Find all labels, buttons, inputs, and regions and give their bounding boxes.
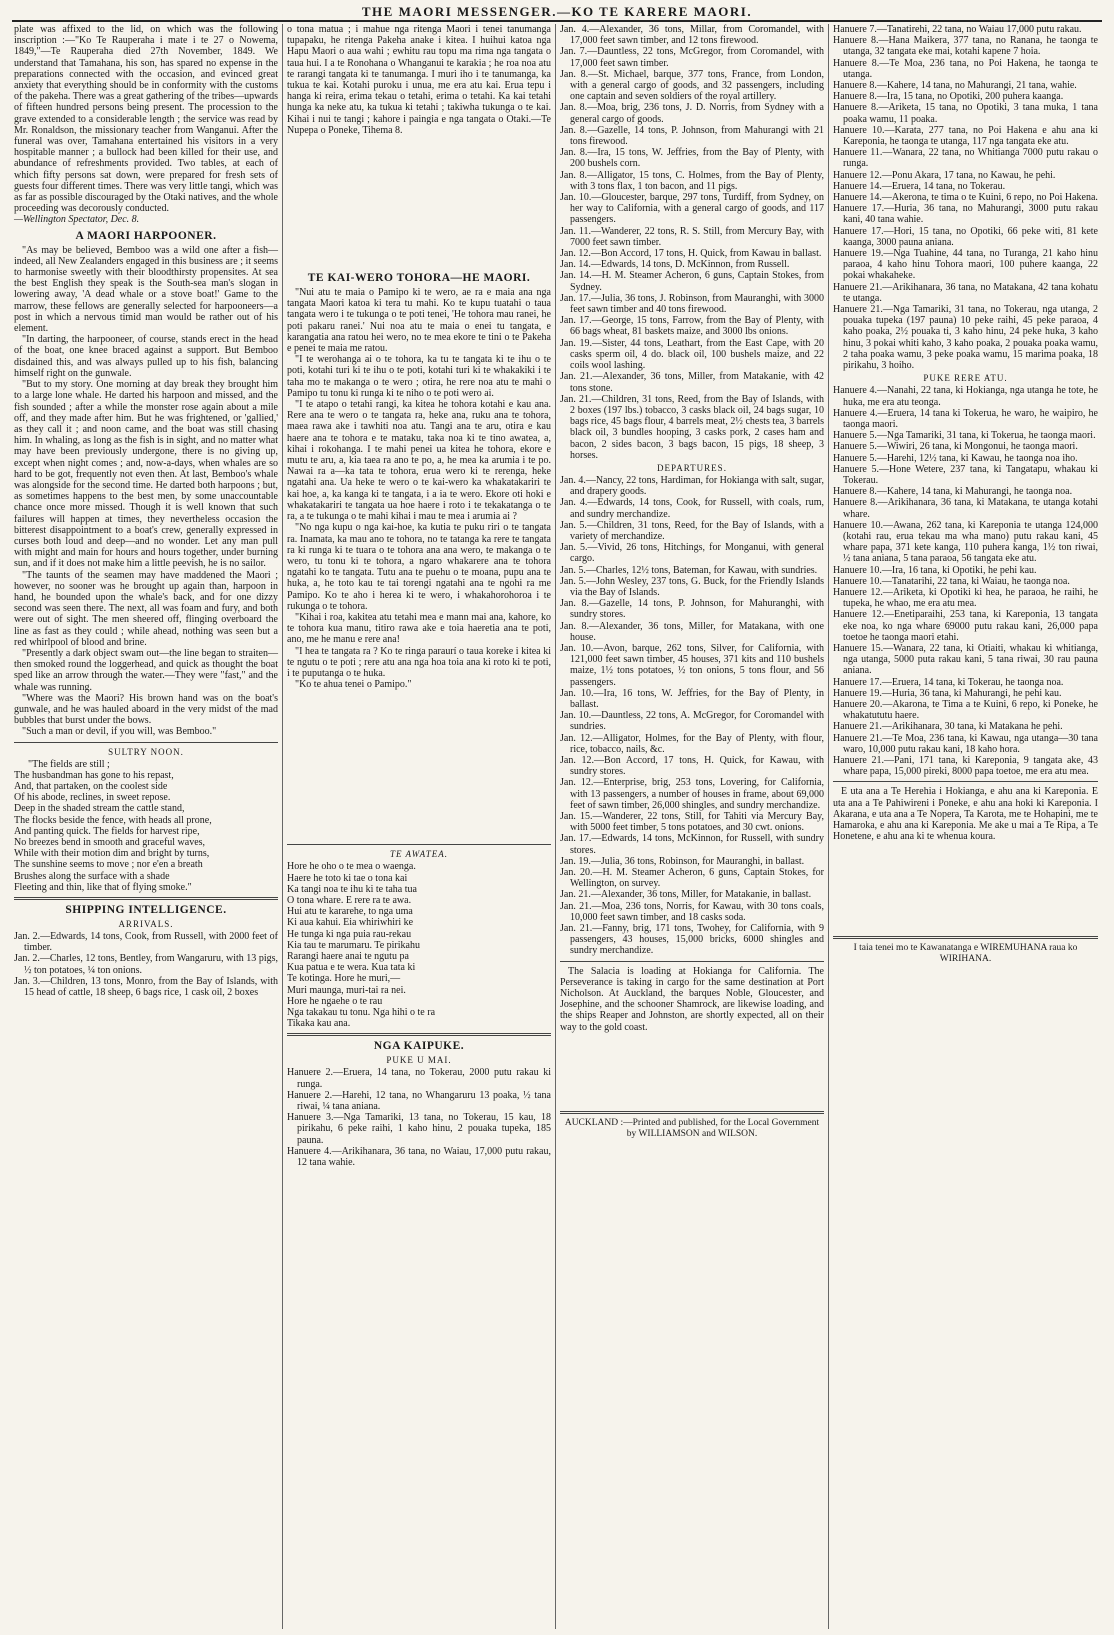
- funeral-article: [14, 24, 278, 226]
- departure-entry: Jan. 10.—Ira, 16 tons, W. Jeffries, for the Bay of Plenty, in ballast.: [560, 687, 824, 710]
- puke-atu-entry: Hanuere 4.—Eruera, 14 tana ki Tokerua, he waro, he waipiro, he taonga maori.: [833, 407, 1098, 430]
- kai-wero-paragraph: "No nga kupu o nga kai-hoe, ka kutia te puku riri o te tangata ra. Inamata, ka mau ano te tohora, no te tatanga ka rere te tangata ra ki runga ki te tuara o te tohora ana ana wero, te makanga o te wero, tu tonu ki te tohora, a ngaro whakarere ana te tohora ngatahi ko te tangata. Tutu ana te puehu o te moana, pupu ana te huka, a, he toto kau te tai torengi ngatahi ana te ngohi ra me Pamipo. Ko te aho i herea ki te wero, i whakahorohoroa i te rukunga o te tohora.: [287, 522, 551, 612]
- puke-mai-entry: Hanuere 8.—Ariketa, 15 tana, no Opotiki, 3 tana muka, 1 tana poaka wamu, 11 poaka.: [833, 102, 1098, 125]
- puke-atu-entry: Hanuere 20.—Akarona, te Tima a te Kuini, 6 repo, ki Poneke, he whakatututu haere.: [833, 698, 1098, 722]
- maori-funeral-paragraph: o tona matua ; i mahue nga ritenga Maori i tenei tanumanga tupapaku, he ritenga Pakeha anake i kitea. I huihui katoa nga Hapu Maori o aua wahi ; ewhitu rau topu ma rima nga tangata o taua hui. I a te Ronohana o Whanganui te karakia ; he roa noa atu te rarangi tangata ki te tanumanga. I muri iho i te tanumanga, ka tukua te kai. Kotahi puroku i unua, me era atu kai. Erua tepu i hanga ki reira, erima tekau o tetahi, erima o tetahi. Ka kai tetahi hunga ka neke atu, ka tukua ki tetahi ; takiwha tukunga o te kai. Kihai i nui te tangi ; kahore i paingia e nga tangata o Otaki.—Te Nupepa o Poneke, Tihema 8.: [287, 24, 551, 136]
- puke-mai-list-continued: [833, 24, 1098, 371]
- puke-mai-entry: Hanuere 8.—Hana Maikera, 377 tana, no Ranana, he taonga te utanga, 32 tangata eke mai, kotahi kapene 7 hoia.: [833, 35, 1098, 58]
- arrival-entry: Jan. 8.—Gazelle, 14 tons, P. Johnson, from Mahurangi with 21 tons firewood.: [560, 124, 824, 148]
- poem-line: Hore he ngaehe o te rau: [287, 995, 383, 1007]
- puke-mai-label: PUKE U MAI.: [386, 1055, 452, 1066]
- departure-entry: Jan. 21.—Alexander, 36 tons, Miller, for Matakanie, in ballast.: [560, 889, 812, 901]
- poem-line: Haere he toto ki tae o tona kai: [287, 872, 408, 884]
- puke-mai-entry: Hanuere 17.—Hori, 15 tana, no Opotiki, 66 peke witi, 81 kete kaanga, 3000 pauna aniana.: [833, 225, 1098, 248]
- departure-entry: Jan. 20.—H. M. Steamer Acheron, 6 guns, Captain Stokes, for Wellington, on survey.: [560, 867, 824, 890]
- arrival-entry: Jan. 14.—H. M. Steamer Acheron, 6 guns, Captain Stokes, from Sydney.: [560, 270, 824, 293]
- poem-line: Fleeting and thin, like that of flying smoke.": [14, 881, 192, 893]
- puke-atu-entry: Hanuere 8.—Kahere, 14 tana, ki Mahurangi, he taonga noa.: [833, 486, 1073, 498]
- harpooner-paragraph: "But to my story. One morning at day break they brought him to a large lone whale. He darted his harpoon and missed, and the fish sounded ; after a while the monster rose again about a mile off, and they made after him. But he was frightened, or 'gallied,' as they call it ; and noon came, and the boat was still chasing him. In whaling, as long as the fish is in sight, and no matter what may have been previously undergone, there is no giving up, except when night comes ; and, now-a-days, when whales are so hard to be got, frequently not even then. At last, Bemboo's whale was alongside for the second time. He darted both harpoons ; but, as sometimes happens to the best men, by some unaccountable chance once more missed. Though it is well known that such failures will happen at times, they nevertheless occasion the bitterest disappointment to a boat's crew, generally expressed in curses both loud and deep—and no wonder. Let any man pull with might and main for hours and hours together, under burning sun, and if it does not make him a little peevish, he is no sailor.: [14, 379, 278, 570]
- puke-mai-entry: Hanuere 21.—Arikihanara, 36 tana, no Matakana, 42 tana kohatu te utanga.: [833, 281, 1098, 304]
- puke-mai-entry: Hanuere 2.—Eruera, 14 tana, no Tokerau, 2000 putu rakau ki runga.: [287, 1067, 551, 1090]
- puke-atu-entry: Hanuere 10.—Ira, 16 tana, ki Opotiki, he pehi kau.: [833, 564, 1037, 576]
- departure-entry: Jan. 5.—John Wesley, 237 tons, G. Buck, for the Friendly Islands via the Bay of Islands.: [560, 575, 824, 598]
- kai-wero-paragraph: "Nui atu te maia o Pamipo ki te wero, ae ra e maia ana nga tangata Maori katoa ki tera tu mahi. Ko te kupu tuatahi o taua tangata wero i te tukunga o te poti tenei, 'He tohora mau ranei, he poti pakaru ranei.' Nui noa atu te maia o enei tu tangata, e karangatia ana ratou hei wero, no te mea ekore te tini o te Pakeha e penei te maia me ratou.: [287, 287, 551, 355]
- puke-atu-entry: Hanuere 19.—Huria, 36 tana, ki Mahurangi, he pehi kau.: [833, 687, 1062, 699]
- departure-entry: Jan. 4.—Edwards, 14 tons, Cook, for Russell, with coals, rum, and sundry merchandize.: [560, 497, 824, 520]
- spacer: [287, 690, 551, 840]
- awatea-title: TE AWATEA.: [389, 849, 449, 860]
- poem-line: He tunga ki nga puia rau-rekau: [287, 928, 412, 940]
- arrival-entry: Jan. 2.—Charles, 12 tons, Bentley, from Wangaruru, with 13 pigs, ½ ton potatoes, ¼ ton onions.: [14, 953, 278, 976]
- column-1: [10, 24, 283, 1629]
- divider: [287, 844, 551, 845]
- kai-wero-article: [287, 287, 551, 690]
- poem-line: Tikaka kau ana.: [287, 1018, 351, 1030]
- spacer: [833, 842, 1098, 932]
- arrival-entry: Jan. 8.—Ira, 15 tons, W. Jeffries, from the Bay of Plenty, with 200 bushels corn.: [560, 147, 824, 170]
- puke-mai-entry: Hanuere 8.—Ira, 15 tana, no Opotiki, 200 puhera kaanga.: [833, 91, 1064, 103]
- salacia-paragraph: The Salacia is loading at Hokianga for California. The Perseverance is taking in cargo for the same destination at Port Nicholson. At Auckland, the barques Noble, Gloucester, and Josephine, and the schooner Shamrock, are likewise loading, and the ships Reaper and Johnston, are shortly expected, all on their way to the gold coast.: [560, 965, 824, 1033]
- maori-note: [833, 786, 1098, 842]
- divider: [14, 897, 278, 900]
- departure-entry: Jan. 19.—Julia, 36 tons, Robinson, for Mauranghi, in ballast.: [560, 855, 805, 867]
- kai-wero-paragraph: "I te werohanga ai o te tohora, ka tu te tangata ki te ihu o te poti, kotahi turi ki te ihu o te poti, kotahi turi ki te whakakiki i te taha mo te makanga o te wero ; otira, he rere noa atu te mahi o Pamipo tu tonu ki runga ki te niho o te poti wero ai.: [287, 354, 551, 399]
- puke-atu-entry: Hanuere 17.—Eruera, 14 tana, ki Tokerau, he taonga noa.: [833, 676, 1064, 688]
- puke-atu-entry: Hanuere 8.—Arikihanara, 36 tana, ki Matakana, te utanga kotahi whare.: [833, 497, 1098, 520]
- puke-mai-list: [287, 1067, 551, 1168]
- funeral-paragraph: plate was affixed to the lid, on which was the following inscription :—"Ko Te Rauperaha i mate i te 27 o Nowema, 1849,"—Te Rauperaha died 27th November, 1849. We understand that Tamahana, his son, has spared no expense in the preparations connected with the occasion, and evinced great anxiety that everything should be in conformity with the customs of the pakeha. There was a great gathering of the tribes—upwards of fifteen hundred persons being present. The procession to the grave extended to a considerable length ; the service was read by Mr. Ronaldson, the missionary teacher from Wanganui. After the funeral was over, Tamahana entertained his visitors in a very hospitable manner ; a bullock had been killed for their use, and abundance of refreshments provided. Two tables, at each of which fifty persons sat down, were prepared for fresh sets of guests four different times. There was very little tangi, which was as far as possible discouraged by the Otaki natives, and the whole proceeding was decorously conducted.: [14, 24, 278, 215]
- puke-mai-entry: Hanuere 7.—Tanatirehi, 22 tana, no Waiau 17,000 putu rakau.: [833, 24, 1082, 35]
- puke-mai-entry: Hanuere 10.—Karata, 277 tana, no Poi Hakena e ahu ana ki Kareponia, he taonga te utanga, 117 nga tangata eke atu.: [833, 124, 1098, 148]
- harpooner-paragraph: "In darting, the harpooneer, of course, stands erect in the head of the boat, one knee braced against a support. But Bemboo disdained this, and was always pulled up to his fish, balancing himself right on the gunwale.: [14, 334, 278, 379]
- puke-mai-entry: Hanuere 8.—Te Moa, 236 tana, no Poi Hakena, he taonga te utanga.: [833, 57, 1098, 80]
- arrival-entry: Jan. 8.—Alligator, 15 tons, C. Holmes, from the Bay of Plenty, with 3 tons flax, 1 ton bacon, and 11 pigs.: [560, 169, 824, 192]
- spacer: [287, 136, 551, 268]
- arrival-entry: Jan. 3.—Children, 13 tons, Monro, from the Bay of Islands, with 15 head of cattle, 18 sheep, 6 bags rice, 1 cask oil, 2 boxes: [14, 975, 278, 999]
- arrival-entry: Jan. 21.—Children, 31 tons, Reed, from the Bay of Islands, with 2 boxes (197 lbs.) tobacco, 3 casks black oil, 24 bags sugar, 10 bags rice, 45 bags flour, 4 barrels meat, 2½ chests tea, 3 barrels black oil, 3 bundles hooping, 3 casks pork, 2 cases ham and bacon, 2 sides bacon, 3 bags bacon, 15 pigs, 18 sheep, 3 horses.: [560, 393, 824, 461]
- column-3: [556, 24, 829, 1629]
- imprint-english: AUCKLAND :—Printed and published, for the Local Government by WILLIAMSON and WILSON.: [564, 1117, 820, 1139]
- poem-line: Deep in the shaded stream the cattle stand,: [14, 803, 185, 815]
- poem-line: Brushes along the surface with a shade: [14, 870, 170, 882]
- puke-atu-label: PUKE RERE ATU.: [923, 373, 1008, 384]
- puke-mai-entry: Hanuere 17.—Huria, 36 tana, no Mahurangi, 3000 putu rakau kani, 40 tana wahie.: [833, 203, 1098, 226]
- arrival-entry: Jan. 10.—Gloucester, barque, 297 tons, Turdiff, from Sydney, on her way to California, with a general cargo of goods, and 117 passengers.: [560, 192, 824, 226]
- departure-entry: Jan. 15.—Wanderer, 22 tons, Still, for Tahiti via Mercury Bay, with 5000 feet timber, 5 tons potatoes, and 30 cwt. onions.: [560, 811, 824, 834]
- divider: [287, 1033, 551, 1036]
- puke-mai-entry: Hanuere 3.—Nga Tamariki, 13 tana, no Tokerau, 15 kau, 18 pirikahu, 6 peke raihi, 1 kaho hinu, 2 pouaka tupeka, 185 pauna.: [287, 1112, 551, 1146]
- column-4: [829, 24, 1102, 1629]
- poem-line: No breezes bend in smooth and graceful waves,: [14, 837, 206, 849]
- divider: [560, 961, 824, 962]
- poem-line: Nga takakau tu tonu. Nga hihi o te ra: [287, 1006, 436, 1018]
- kai-wero-title: TE KAI-WERO TOHORA—HE MAORI.: [307, 272, 531, 285]
- puke-atu-entry: Hanuere 12.—Ariketa, ki Opotiki ki hea, he paraoa, he raihi, he tupeka, he whao, me era atu mea.: [833, 586, 1098, 610]
- poem-title: SULTRY NOON.: [108, 746, 184, 757]
- poem-line: Of his abode, reclines, in sweet repose.: [14, 792, 171, 804]
- poem-line: While with their motion dim and bright by turns,: [14, 848, 210, 860]
- harpooner-paragraph: "As may be believed, Bemboo was a wild one after a fish—indeed, all New Zealanders engaged in this business are ; it seems to harmonise sweetly with their bloodthirsty propensites. At sea the best English they speak is the South-sea man's slogan in lowering away, 'A dead whale or a stove boat!' Game to the marrow, these fellows are generally selected for harpooneers—a post in which a nervous timid man would be rather out of his element.: [14, 244, 278, 335]
- poem-line: Te kotinga. Hore he muri,—: [287, 973, 401, 985]
- poem-line: Ka tangi noa te ihu ki te taha tua: [287, 883, 417, 895]
- poem-line: The husbandman has gone to his repast,: [14, 769, 174, 781]
- shipping-title: SHIPPING INTELLIGENCE.: [65, 904, 227, 917]
- departures-list: [560, 475, 824, 957]
- departure-entry: Jan. 12.—Bon Accord, 17 tons, H. Quick, for Kawau, with sundry stores.: [560, 755, 824, 778]
- arrival-entry: Jan. 12.—Bon Accord, 17 tons, H. Quick, from Kawau in ballast.: [560, 248, 822, 260]
- arrival-entry: Jan. 4.—Alexander, 36 tons, Millar, from Coromandel, with 17,000 feet sawn timber, and 12 tons firewood.: [560, 24, 824, 47]
- poem-line: The flocks beside the fence, with heads all prone,: [14, 814, 212, 826]
- arrival-entry: Jan. 14.—Edwards, 14 tons, D. McKinnon, from Russell.: [560, 259, 790, 271]
- salacia-note: [560, 966, 824, 1033]
- arrival-entry: Jan. 2.—Edwards, 14 tons, Cook, from Russell, with 2000 feet of timber.: [14, 931, 278, 954]
- divider: [14, 742, 278, 743]
- departure-entry: Jan. 10.—Avon, barque, 262 tons, Silver, for California, with 121,000 feet sawn timber, 45 houses, 371 kits and 110 bushels maize, 1½ tons potatoes, ½ ton onions, 5 tons flour, and 56 passengers.: [560, 642, 824, 688]
- puke-atu-entry: Hanuere 15.—Wanara, 22 tana, ki Otiaiti, whakau ki whitianga, nga utanga, 5000 puta rakau kani, 5 tana riwai, 30 rau pauna aniana.: [833, 642, 1098, 677]
- column-2: [283, 24, 556, 1629]
- departure-entry: Jan. 5.—Charles, 12½ tons, Bateman, for Kawau, with sundries.: [560, 564, 818, 576]
- arrivals-list-continued: [560, 24, 824, 461]
- kai-wero-paragraph: "Kihai i roa, kakitea atu tetahi mea e mann mai ana, kahore, ko te tohora kua manu, titiro rawa ake e toia haeretia ana te poti, ano, me he manu e rere ana!: [287, 611, 551, 646]
- poem-line: Muri maunga, muri-tai ra nei.: [287, 984, 406, 996]
- puke-atu-entry: Hanuere 5.—Hone Wetere, 237 tana, ki Tangatapu, whakau ki Tokerau.: [833, 463, 1098, 486]
- arrival-entry: Jan. 21.—Alexander, 36 tons, Miller, from Matakanie, with 42 tons stone.: [560, 371, 824, 394]
- poem-line: Kua patua e te wera. Kua tata ki: [287, 962, 416, 974]
- poem-line: O tona whare. E rere ra te awa.: [287, 894, 412, 906]
- divider: [560, 1111, 824, 1114]
- puke-atu-list: [833, 385, 1098, 777]
- puke-mai-entry: Hanuere 21.—Nga Tamariki, 31 tana, no Tokerau, nga utanga, 2 pouaka tupeka (197 pauna) 10 peke raihi, 45 peke paraoa, 4 kaho poaka, 2½ pouaka ti, 3 kaho hinu, 24 peke huka, 3 kaho hinu, 3 pokai whiti kaho, 3 kaho poaka, 2 pouaka poaka wamu, 2 taha poaka wamu, 3 peke poaka wamu, 15 marima poaka, 18 pirikahu, 3 hoiho.: [833, 304, 1098, 372]
- maori-note-paragraph: E uta ana a Te Herehia i Hokianga, e ahu ana ki Kareponia. E uta ana a Te Pahiwireni i Poneke, e ahu ana hoki ki Kareponia. I Akarana, e uta ana a Te Nopera, Ta Karota, me te Hohapini, me te Hamaroka, e ahu ana ki Kareponia. Me ake u mai a Te Ripa, a Te Honetene, e ahu ana ki te whenua koura.: [833, 786, 1098, 843]
- departure-entry: Jan. 4.—Nancy, 22 tons, Hardiman, for Hokianga with salt, sugar, and drapery goods.: [560, 474, 824, 498]
- kai-wero-paragraph: "Ko te ahua tenei o Pamipo.": [295, 679, 412, 691]
- harpooner-paragraph: "Where was the Maori? His brown hand was on the boat's gunwale, and he was hauled aboard in the very midst of the mad bubbles that burst under the bows.: [14, 692, 278, 727]
- departure-entry: Jan. 21.—Fanny, brig, 171 tons, Twohey, for California, with 9 passengers, 43 houses, 15,000 bricks, 6000 shingles and sundry merchandize.: [560, 923, 824, 957]
- puke-atu-entry: Hanuere 5.—Nga Tamariki, 31 tana, ki Tokerua, he taonga maori.: [833, 430, 1096, 442]
- arrival-entry: Jan. 19.—Sister, 44 tons, Leathart, from the East Cape, with 20 casks sperm oil, 4 do. black oil, 100 bushels maize, and 22 coils wool lashing.: [560, 337, 824, 372]
- poem-line: The sunshine seems to move ; nor e'en a breath: [14, 859, 203, 871]
- arrivals-list: [14, 931, 278, 998]
- arrival-entry: Jan. 8.—St. Michael, barque, 377 tons, France, from London, with a general cargo of goods, and 32 passengers, including one captain and seven soldiers of the royal artillery.: [560, 68, 824, 103]
- departure-entry: Jan. 5.—Children, 31 tons, Reed, for the Bay of Islands, with a variety of merchandize.: [560, 519, 824, 542]
- harpooner-article: [14, 245, 278, 738]
- puke-atu-entry: Hanuere 10.—Awana, 262 tana, ki Kareponia te utanga 124,000 (kotahi rau, erua tekau ma wha mano) putu rakau kani, 45 whare papa, 371 kete kanga, 110 puhera kanga, 1½ ton riwai, ½ tana aniana, 5 tana paraoa, 56 tangata eke atu.: [833, 519, 1098, 565]
- arrival-entry: Jan. 8.—Moa, brig, 236 tons, J. D. Norris, from Sydney with a general cargo of goods.: [560, 102, 824, 125]
- departure-entry: Jan. 17.—Edwards, 14 tons, McKinnon, for Russell, with sundry stores.: [560, 833, 824, 856]
- departure-entry: Jan. 21.—Moa, 236 tons, Norris, for Kawau, with 30 tons coals, 10,000 feet sawn timber, and 18 casks soda.: [560, 900, 824, 923]
- maori-funeral-article: [287, 24, 551, 136]
- puke-atu-entry: Hanuere 12.—Enetiparaihi, 253 tana, ki Kareponia, 13 tangata eke noa, ko nga whare 69000 putu rakau kani, 26,000 papa toetoe he taonga maori etahi.: [833, 609, 1098, 643]
- masthead: THE MAORI MESSENGER.—KO TE KARERE MAORI.: [12, 4, 1102, 22]
- imprint-maori: I taia tenei mo te Kawanatanga e WIREMUHANA raua ko WIRIHANA.: [853, 943, 1078, 965]
- departure-entry: Jan. 8.—Gazelle, 14 tons, P. Johnson, for Mahuranghi, with sundry stores.: [560, 598, 824, 621]
- departure-entry: Jan. 5.—Vivid, 26 tons, Hitchings, for Monganui, with general cargo.: [560, 542, 824, 565]
- divider: [833, 936, 1098, 939]
- puke-mai-entry: Hanuere 8.—Kahere, 14 tana, no Mahurangi, 21 tana, wahie.: [833, 80, 1077, 92]
- puke-mai-entry: Hanuere 4.—Arikihanara, 36 tana, no Waiau, 17,000 putu rakau, 12 tana wahie.: [287, 1145, 551, 1169]
- poem-te-awatea: [287, 861, 551, 1029]
- departure-entry: Jan. 10.—Dauntless, 22 tons, A. McGregor, for Coromandel with sundries.: [560, 710, 824, 733]
- puke-atu-entry: Hanuere 21.—Arikihanara, 30 tana, ki Matakana he pehi.: [833, 721, 1063, 733]
- departure-entry: Jan. 12.—Enterprise, brig, 253 tons, Lovering, for California, with 13 passengers, a number of houses in frame, about 69,000 feet of sawn timber, 26,000 shingles, and sundry merchandize.: [560, 777, 824, 811]
- divider: [833, 781, 1098, 782]
- poem-line: Hui atu te kararehe, to nga uma: [287, 906, 413, 918]
- puke-atu-entry: Hanuere 5.—Harehi, 12½ tana, ki Kawau, he taonga noa iho.: [833, 452, 1078, 464]
- funeral-source: —Wellington Spectator, Dec. 8.: [14, 214, 140, 226]
- puke-atu-entry: Hanuere 21.—Pani, 171 tana, ki Kareponia, 9 tangata ake, 43 whare papa, 15,000 pireki, 8000 papa toetoe, me era atu mea.: [833, 755, 1098, 778]
- arrival-entry: Jan. 17.—Julia, 36 tons, J. Robinson, from Mauranghi, with 3000 feet sawn timber and 40 tons firewood.: [560, 292, 824, 316]
- puke-mai-entry: Hanuere 19.—Nga Tuahine, 44 tana, no Turanga, 21 kaho hinu paraoa, 4 kaho hinu Tohora maori, 100 puhere kaanga, 22 pokai whakaheke.: [833, 248, 1098, 282]
- poem-line: Kia tau te marumaru. Te pirikahu: [287, 939, 420, 951]
- arrival-entry: Jan. 7.—Dauntless, 22 tons, McGregor, from Coromandel, with 17,000 feet sawn timber.: [560, 46, 824, 69]
- kai-wero-paragraph: "I hea te tangata ra ? Ko te ringa paraurí o taua koreke i kitea ki te ngutu o te poti ; rere atu ana nga hoa toia ana ki roto ki te poti, i te puputanga o te huka.: [287, 645, 551, 679]
- puke-mai-entry: Hanuere 14.—Akerona, te tima o te Kuini, 6 repo, no Poi Hakena.: [833, 192, 1098, 204]
- kaipuke-title: NGA KAIPUKE.: [373, 1040, 465, 1053]
- departure-entry: Jan. 12.—Alligator, Holmes, for the Bay of Plenty, with flour, rice, tobacco, nails, &c.: [560, 732, 824, 755]
- puke-mai-entry: Hanuere 2.—Harehi, 12 tana, no Whangaruru 13 poaka, ½ tana riwai, ¼ tana aniana.: [287, 1089, 551, 1112]
- poem-line: "The fields are still ;: [28, 758, 110, 770]
- puke-mai-entry: Hanuere 14.—Eruera, 14 tana, no Tokerau.: [833, 180, 1006, 192]
- kai-wero-paragraph: "I te atapo o tetahi rangi, ka kitea he tohora kotahi e kau ana. Rere ana te wero o te tangata ra, heke ana, ruku ana te tohora, maea rawa ake i tawhiti noa atu. Tangi ana te aru, otira e kau haere ana te tohora e te mataku, taka noa ki te tino awatea, a, kihai i rokohanga. I te mahi penei ua kitea he tohora, ekore e mutu te aru, a, kia taea ra ano te po, a, he mea ka arumia i te po. Nawai ra a—ka tata te tohora, erua wero ki te rerenga, heke ngatahi ana. Ua heke te wero o te kai-wero ka whakatakariri te kai hoe, a, ka kanga ki te tangata, i a ia te wero. Ekore oti hoki e whakatakariri te tangata ua hoe haere i roto i te tekakatanga o te ra, a te tukunga o te mahi kihai i mau te mea i arumia ai ?: [287, 399, 551, 523]
- poem-sultry-noon: [14, 759, 278, 893]
- puke-atu-entry: Hanuere 5.—Wiwiri, 26 tana, ki Mongonui, he taonga maori.: [833, 441, 1078, 453]
- poem-line: And, that partaken, on the coolest side: [14, 781, 168, 792]
- spacer: [560, 1033, 824, 1107]
- puke-atu-entry: Hanuere 10.—Tanatarihi, 22 tana, ki Waiau, he taonga noa.: [833, 575, 1070, 587]
- poem-line: Hore he oho o te mea o waenga.: [287, 861, 416, 873]
- arrivals-label: ARRIVALS.: [118, 919, 174, 930]
- columns: [10, 24, 1104, 1629]
- departures-label: DEPARTURES.: [657, 462, 727, 473]
- arrival-entry: Jan. 11.—Wanderer, 22 tons, R. S. Still, from Mercury Bay, with 7000 feet sawn timber.: [560, 225, 824, 248]
- harpooner-paragraph: "The taunts of the seamen may have maddened the Maori ; however, no sooner was he brought up again than, harpoon in hand, he bounded upon the whale's back, and for one dizzy second was seen there. The next, all was foam and fury, and both were out of sight. The men sheered off, flinging overboard the line as fast as they could ; while ahead, nothing was seen but a red whirlpool of blood and brine.: [14, 569, 278, 648]
- harpooner-paragraph: "Presently a dark object swam out—the line began to straiten—then smoked round the loggerhead, and quick as thought the boat sped like an arrow through the water.—They were "fast," and the whale was running.: [14, 647, 278, 693]
- harpooner-paragraph: "Such a man or devil, if you will, was Bemboo.": [22, 726, 217, 738]
- poem-line: And panting quick. The fields for harvest ripe,: [14, 825, 200, 837]
- poem-line: Rarangi haere anai te ngutu pa: [287, 950, 409, 962]
- arrival-entry: Jan. 17.—George, 15 tons, Farrow, from the Bay of Plenty, with 66 bags wheat, 81 baskets maize, and 3000 lbs onions.: [560, 315, 824, 338]
- puke-mai-entry: Hanuere 11.—Wanara, 22 tana, no Whitianga 7000 putu rakau o runga.: [833, 147, 1098, 170]
- poem-line: Ki aua kahui. Eia whiriwhiri ke: [287, 917, 414, 929]
- departure-entry: Jan. 8.—Alexander, 36 tons, Miller, for Matakana, with one house.: [560, 620, 824, 643]
- puke-atu-entry: Hanuere 21.—Te Moa, 236 tana, ki Kawau, nga utanga—30 tana waro, 10,000 putu rakau kani, 18 kaho hora.: [833, 732, 1098, 755]
- puke-atu-entry: Hanuere 4.—Nanahi, 22 tana, ki Hokianga, nga utanga he tote, he huka, me era atu teonga.: [833, 385, 1098, 408]
- harpooner-title: A MAORI HARPOONER.: [75, 229, 217, 242]
- puke-mai-entry: Hanuere 12.—Ponu Akara, 17 tana, no Kawau, he pehi.: [833, 169, 1056, 181]
